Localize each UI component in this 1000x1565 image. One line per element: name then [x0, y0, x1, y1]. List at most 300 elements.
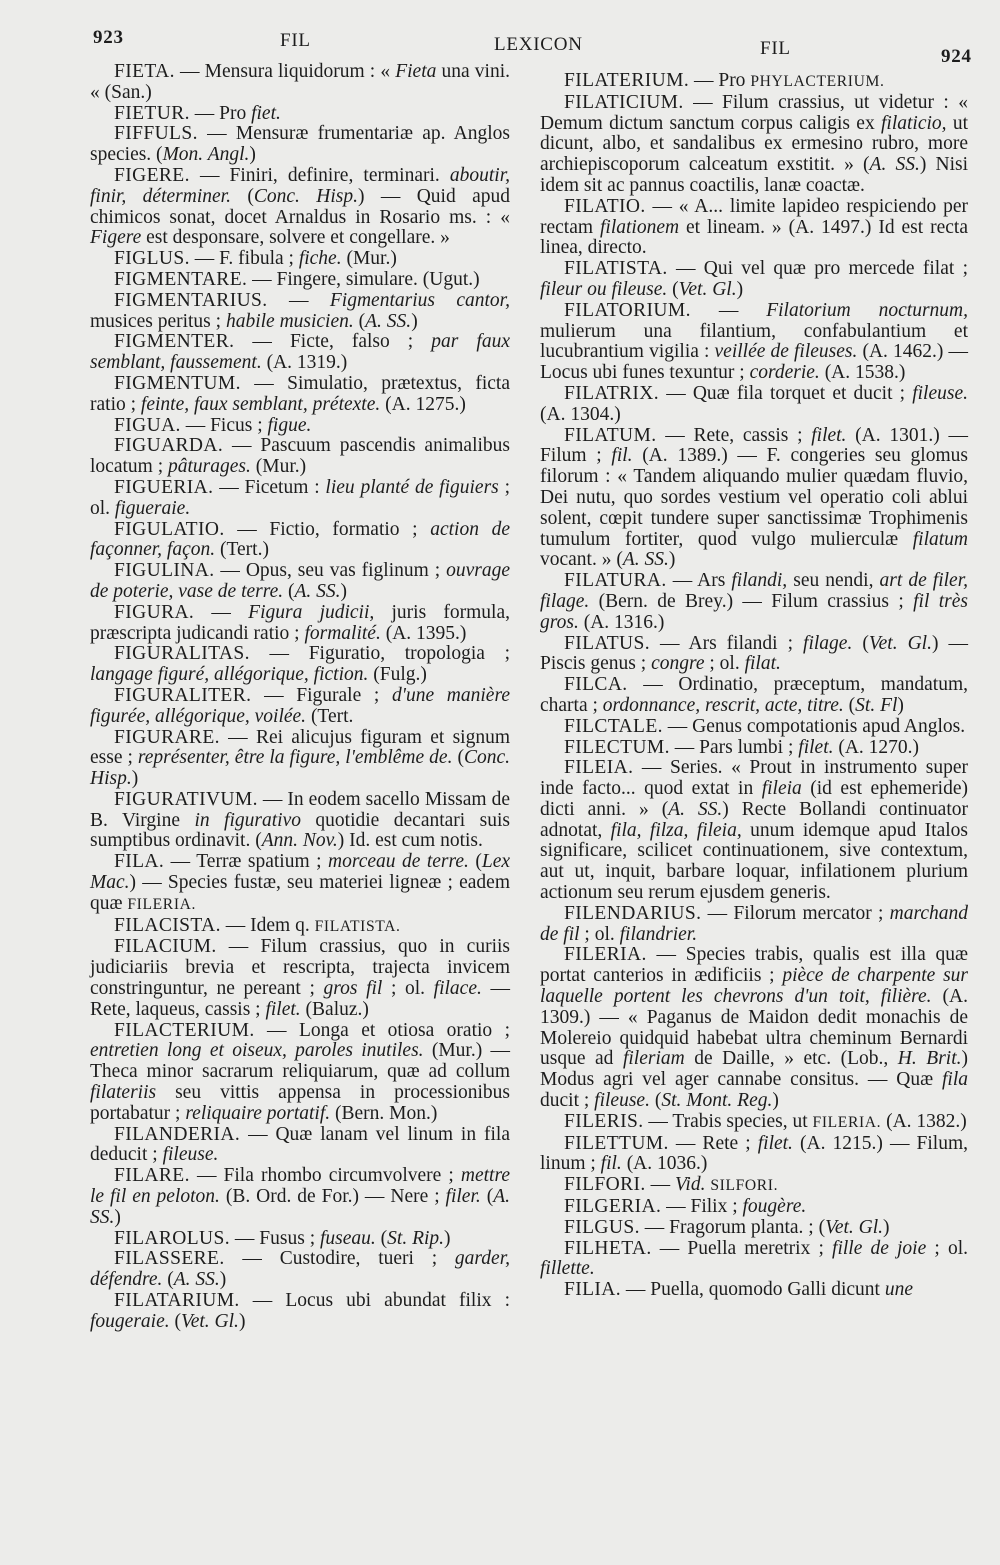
- entry-text: (A. 1382.): [881, 1110, 967, 1132]
- entry-text: ): [219, 1269, 227, 1291]
- entry-text: ut dicunt, albo, et sandalibus ex ermesino rubro, more archiepiscoporum calceatum exstitit. » (: [540, 112, 969, 176]
- headword: FILATARIUM.: [114, 1290, 240, 1312]
- running-head-left: FIL: [280, 30, 311, 51]
- entry-text: musices peritus ;: [90, 310, 226, 332]
- entry-text: (Mur.): [250, 456, 307, 478]
- entry-text: ): [238, 1310, 246, 1332]
- italic-text: H. Brit.: [897, 1048, 962, 1070]
- headword: FILATIO.: [564, 195, 646, 217]
- entry-text: — Figuratio, tropologia ;: [249, 643, 510, 665]
- italic-text: morceau de terre.: [328, 851, 469, 873]
- entry-text: (Tert.: [306, 705, 354, 727]
- entry-text: ): [897, 694, 904, 716]
- dictionary-entry: [90, 852, 510, 915]
- italic-text: A. SS.: [365, 310, 412, 332]
- entry-text: (A. 1301.) — Filum ;: [540, 424, 968, 467]
- italic-text: corderie.: [749, 362, 820, 384]
- entry-text: (A. 1319.): [261, 352, 348, 374]
- entry-text: — F. fibula ;: [189, 248, 299, 270]
- headword: FIGUA.: [114, 414, 181, 436]
- italic-text: fil.: [600, 1153, 622, 1175]
- entry-text: — Quæ lanam vel linum in fila deducit ;: [90, 1123, 510, 1166]
- italic-text: filaticio,: [881, 112, 947, 134]
- dictionary-entry: [90, 937, 510, 1020]
- dictionary-entry: [90, 436, 510, 478]
- italic-text: Conc. Hisp.: [253, 185, 358, 207]
- entry-text: — « A... limite lapideo respiciendo per rectam: [540, 195, 968, 238]
- dictionary-entry: [540, 738, 968, 759]
- entry-text: — Terræ spatium ;: [164, 851, 328, 873]
- dictionary-entry: [540, 717, 968, 738]
- dictionary-entry: [540, 675, 968, 717]
- entry-text: (: [452, 747, 464, 769]
- dictionary-entry: [540, 426, 968, 572]
- italic-text: A. SS.: [90, 1186, 510, 1228]
- italic-text: formalité.: [304, 622, 381, 644]
- italic-text: filatum: [912, 528, 968, 550]
- italic-text: filat.: [744, 653, 781, 675]
- headword: FILGUS.: [564, 1216, 640, 1238]
- entry-text: ): [131, 768, 139, 790]
- italic-text: fougère.: [742, 1196, 807, 1218]
- dictionary-entry: [540, 1280, 968, 1301]
- small-caps-text: FILERIA.: [127, 895, 197, 913]
- headword: FILANDERIA.: [114, 1123, 241, 1145]
- headword: FILCA.: [564, 674, 628, 696]
- entry-text: (A. 1316.): [578, 611, 665, 633]
- entry-text: (A. 1462.) — Locus ubi funes texuntur ;: [540, 341, 968, 384]
- entry-text: — In eodem sacello Missam de B. Virgine: [90, 788, 510, 831]
- headword: FILASSERE.: [114, 1248, 225, 1270]
- italic-text: fil.: [611, 445, 633, 467]
- dictionary-entry: [540, 1218, 968, 1239]
- italic-text: pièce de charpente sur laquelle portent les chevrons d'un toit, filière.: [540, 965, 968, 1008]
- italic-text: in figurativo: [194, 809, 301, 831]
- dictionary-entry: [90, 249, 510, 270]
- italic-text: congre: [651, 653, 705, 675]
- dictionary-entry: [540, 945, 968, 1111]
- italic-text: fileuse.: [162, 1144, 219, 1166]
- entry-text: (: [468, 851, 482, 873]
- entry-text: (A. 1395.): [380, 622, 467, 644]
- entry-text: — Series. « Prout in instrumento super inde facto... quod extat in: [540, 757, 968, 800]
- dictionary-entry: [90, 270, 510, 291]
- italic-text: fiche.: [298, 248, 342, 270]
- entry-text: — Qui vel quæ pro mercede filat ;: [667, 258, 968, 280]
- dictionary-entry: [540, 93, 968, 197]
- headword: FIGUARDA.: [114, 435, 224, 457]
- entry-text: — Ficus ;: [180, 414, 268, 436]
- entry-text: ) Modus agri vel ager cannabe consitus. — Quæ: [540, 1048, 968, 1091]
- headword: FIGMENTARE.: [114, 268, 248, 290]
- dictionary-entry: [90, 1249, 510, 1291]
- italic-text: filationem: [600, 216, 680, 238]
- italic-text: Mon. Angl.: [162, 144, 250, 166]
- entry-text: — Puella, quomodo Galli dicunt: [621, 1279, 885, 1301]
- entry-text: — Simulatio, prætextus, ficta ratio ;: [90, 372, 510, 415]
- entry-text: — Fusus ;: [230, 1227, 320, 1249]
- italic-text: fuseau.: [320, 1227, 376, 1249]
- headword: FILATUM.: [564, 424, 657, 446]
- small-caps-text: FILERIA.: [812, 1113, 882, 1131]
- italic-text: filage.: [803, 632, 853, 654]
- italic-text: A. SS.: [294, 580, 341, 602]
- entry-text: —: [267, 289, 330, 311]
- entry-text: ): [340, 580, 348, 602]
- entry-text: (A. 1215.) — Filum, linum ;: [540, 1132, 969, 1175]
- entry-text: (A. 1275.): [380, 393, 466, 415]
- headword: FILACISTA.: [114, 914, 221, 936]
- headword: FILACIUM.: [114, 936, 217, 958]
- entry-text: —: [645, 1174, 675, 1196]
- italic-text: fileia: [761, 778, 802, 800]
- dictionary-entry: [540, 197, 968, 259]
- headword: FILIA.: [564, 1279, 622, 1301]
- entry-text: ; ol.: [704, 653, 745, 675]
- headword: FILATRIX.: [564, 382, 660, 404]
- italic-text: fila, filza, fileia,: [610, 819, 742, 841]
- entry-text: ; ol.: [382, 978, 434, 1000]
- headword: FIGURATIVUM.: [114, 788, 258, 810]
- italic-text: filet.: [757, 1132, 793, 1154]
- italic-text: représenter, être la figure, l'emblême de.: [137, 747, 453, 769]
- entry-text: ): [772, 1090, 779, 1112]
- headword: FILATUS.: [564, 632, 651, 654]
- italic-text: art de filer, filage.: [540, 570, 969, 612]
- italic-text: filateriis: [90, 1082, 157, 1104]
- headword: FILENDARIUS.: [564, 902, 702, 924]
- italic-text: Lex Mac.: [90, 851, 511, 894]
- italic-text: filandi,: [731, 570, 788, 592]
- headword: FILECTUM.: [564, 736, 670, 758]
- italic-text: filet.: [811, 424, 847, 446]
- dictionary-entry: [90, 1021, 510, 1125]
- entry-text: ): [249, 144, 256, 166]
- dictionary-entry: [540, 71, 968, 93]
- headword: FIGURA.: [114, 601, 195, 623]
- dictionary-entry: [90, 603, 510, 645]
- entry-text: — Pro: [189, 102, 252, 124]
- italic-text: filer.: [445, 1186, 481, 1208]
- headword: FILATISTA.: [564, 258, 668, 280]
- italic-text: fougeraie.: [90, 1310, 170, 1332]
- italic-text: aboutir, finir, déterminer.: [90, 164, 510, 207]
- headword: FILCTALE.: [564, 715, 663, 737]
- italic-text: fille de joie: [832, 1237, 927, 1259]
- entry-text: de Daille, » etc. (Lob.,: [684, 1048, 898, 1070]
- dictionary-entry: [90, 916, 510, 938]
- dictionary-entry: [540, 1239, 968, 1281]
- headword: FIGURALITAS.: [114, 643, 250, 665]
- right-column: [540, 71, 968, 1301]
- italic-text: St. Mont. Reg.: [661, 1090, 773, 1112]
- dictionary-entry: [540, 301, 968, 384]
- entry-text: — Filix ;: [661, 1196, 743, 1218]
- headword: FILERIS.: [564, 1110, 644, 1132]
- headword: FILAROLUS.: [114, 1227, 231, 1249]
- italic-text: St. Rip.: [387, 1227, 445, 1249]
- italic-text: Vet. Gl.: [180, 1310, 239, 1332]
- headword: FIETA.: [114, 61, 175, 82]
- entry-text: ) Recte Bollandi continuator adnotat,: [540, 798, 968, 841]
- italic-text: reliquaire portatif.: [185, 1102, 331, 1124]
- dictionary-entry: [540, 1112, 968, 1134]
- italic-text: Conc. Hisp.: [90, 747, 510, 790]
- page-number-left: 923: [93, 27, 124, 48]
- italic-text: par faux semblant, faussement.: [90, 331, 510, 374]
- dictionary-entry: [90, 416, 510, 437]
- italic-text: pâturages.: [167, 456, 251, 478]
- italic-text: Figere: [90, 227, 142, 249]
- entry-text: (: [162, 1269, 174, 1291]
- headword: FIGMENTUM.: [114, 372, 241, 394]
- entry-text: — Genus compotationis apud Anglos.: [662, 715, 966, 737]
- italic-text: d'une manière figurée, allégorique, voilée.: [90, 684, 510, 727]
- italic-text: entretien long et oiseux, paroles inutiles.: [90, 1040, 424, 1062]
- entry-text: ) — Piscis genus ;: [540, 632, 969, 675]
- entry-text: — Finiri, definire, terminari.: [189, 164, 450, 186]
- entry-text: — Species trabis, qualis est illa quæ portat canterios in ædificiis ;: [540, 944, 968, 987]
- italic-text: feinte, faux semblant, prétexte.: [140, 393, 381, 415]
- entry-text: (: [649, 1090, 662, 1112]
- entry-text: juris formula, præscripta judicandi ratio ;: [90, 601, 511, 644]
- headword: FILA.: [114, 851, 165, 873]
- dictionary-entry: [90, 520, 510, 562]
- headword: FIGMENTARIUS.: [114, 289, 268, 311]
- entry-text: ) — Species fustæ, seu materiei ligneæ ; eadem quæ: [90, 872, 510, 914]
- entry-text: — Figurale ;: [251, 684, 393, 706]
- entry-text: (: [230, 185, 254, 207]
- entry-text: (A. 1036.): [621, 1153, 708, 1175]
- dictionary-entry: [540, 1197, 968, 1218]
- italic-text: Filatorium nocturnum,: [766, 299, 968, 321]
- entry-text: una vini. « (San.): [90, 61, 510, 103]
- entry-text: — Puella meretrix ;: [651, 1237, 833, 1259]
- entry-text: (: [843, 694, 856, 716]
- italic-text: A. SS.: [173, 1269, 220, 1291]
- italic-text: Vid.: [674, 1174, 706, 1196]
- entry-text: ; ol.: [90, 476, 510, 519]
- entry-text: (: [169, 1310, 181, 1332]
- entry-text: — Idem q.: [220, 914, 315, 936]
- italic-text: figue.: [267, 414, 312, 436]
- italic-text: fil très gros.: [540, 590, 968, 633]
- italic-text: marchand de fil: [540, 902, 968, 945]
- dictionary-entry: [540, 634, 968, 676]
- entry-text: ; ol.: [579, 923, 620, 945]
- dictionary-entry: [540, 1134, 968, 1176]
- dictionary-entry: [90, 1291, 510, 1333]
- italic-text: Figmentarius cantor,: [329, 289, 510, 311]
- small-caps-text: SILFORI.: [710, 1177, 779, 1195]
- italic-text: A. SS.: [869, 154, 920, 176]
- entry-text: — Pascuum pascendis animalibus locatum ;: [90, 435, 510, 478]
- entry-text: (Bern. Mon.): [330, 1102, 438, 1124]
- dictionary-entry: [90, 1166, 510, 1228]
- entry-text: (A. 1389.) — F. congeries seu glomus filorum : « Tandem aliquando mulier quædam fluvio, Dei nutu, quo sordes vestium vel operatio coli ablui solent, cœpit tundere super sanctissimæ Trophimenis tumulum fortiter, quod vulgo mulierculæ: [540, 445, 968, 550]
- entry-text: (Tert.): [215, 539, 269, 561]
- italic-text: Vet. Gl.: [868, 632, 932, 654]
- headword: FIFFULS.: [114, 123, 198, 145]
- entry-text: — Trabis species, ut: [643, 1110, 813, 1132]
- headword: FILFORI.: [564, 1174, 646, 1196]
- italic-text: action de façonner, façon.: [90, 518, 510, 561]
- entry-text: — Fictio, formatio ;: [224, 518, 431, 540]
- small-caps-text: PHYLACTERIUM.: [750, 73, 885, 90]
- dictionary-entry: [90, 644, 510, 686]
- italic-text: figueraie.: [114, 497, 191, 519]
- dictionary-entry: [90, 62, 510, 104]
- italic-text: filace.: [433, 978, 482, 1000]
- entry-text: vocant. » (: [540, 549, 623, 571]
- entry-text: — Rete, laqueus, cassis ;: [90, 978, 510, 1020]
- headword: FILERIA.: [564, 944, 647, 966]
- entry-text: (Mur.) — Theca minor sacrarum reliquiarum, quæ ad collum: [90, 1040, 510, 1083]
- entry-text: — Rete, cassis ;: [656, 424, 812, 446]
- entry-text: ): [883, 1216, 890, 1238]
- italic-text: Fieta: [395, 61, 437, 82]
- entry-text: — Filum crassius, quo in curiis judiciariis brevia et rescripta, trajecta invicem constringuntur, ne pereant ;: [90, 936, 510, 1000]
- headword: FILHETA.: [564, 1237, 652, 1259]
- italic-text: gros fil: [323, 978, 383, 1000]
- italic-text: fila: [941, 1069, 968, 1091]
- entry-text: — Mensura liquidorum : «: [174, 61, 396, 82]
- italic-text: mettre le fil en peloton.: [90, 1165, 510, 1208]
- entry-text: — Rei alicujus figuram et signum esse ;: [90, 726, 510, 769]
- entry-text: seu vittis appensa in processionibus portabatur ;: [90, 1082, 510, 1124]
- dictionary-entry: [90, 686, 510, 728]
- entry-text: mulierum una filantium, confabulantium et lucubrantium vigilia :: [540, 320, 968, 363]
- entry-text: — Locus ubi abundat filix :: [239, 1290, 510, 1312]
- headword: FILATERIUM.: [564, 70, 690, 91]
- entry-text: ): [114, 1206, 121, 1228]
- dictionary-entry: [540, 1175, 968, 1197]
- italic-text: langage figuré, allégorique, fiction.: [90, 664, 369, 686]
- entry-text: (B. Ord. de For.) — Nere ;: [219, 1186, 446, 1208]
- entry-text: —: [194, 601, 249, 623]
- entry-text: — Fingere, simulare. (Ugut.): [247, 268, 480, 290]
- entry-text: (id est ephemeride) dicti anni. » (: [540, 778, 969, 820]
- dictionary-entry: [90, 374, 510, 416]
- entry-text: — Fragorum planta. ; (: [639, 1216, 826, 1238]
- italic-text: fileriam: [622, 1048, 685, 1070]
- entry-text: —: [690, 299, 767, 321]
- headword: FIGERE.: [114, 164, 190, 186]
- entry-text: (A. 1304.): [540, 403, 621, 425]
- dictionary-entry: [90, 1125, 510, 1167]
- headword: FIGURARE.: [114, 726, 220, 748]
- page-number-right: 924: [941, 46, 972, 67]
- entry-text: ) Nisi idem sit ac pannus coactilis, lanæ coactæ.: [540, 154, 968, 196]
- entry-text: — Rete ;: [668, 1132, 758, 1154]
- left-column: [90, 62, 510, 1333]
- entry-text: ; ol.: [926, 1237, 968, 1259]
- entry-text: — Mensuræ frumentariæ ap. Anglos species. (: [90, 123, 510, 166]
- small-caps-text: FILATISTA.: [314, 917, 401, 935]
- italic-text: filandrier.: [619, 923, 698, 945]
- entry-text: — Ordinatio, præceptum, mandatum, charta ;: [540, 674, 968, 716]
- entry-text: (Bern. de Brey.) — Filum crassius ;: [589, 590, 914, 612]
- italic-text: A. SS.: [622, 549, 669, 571]
- headword: FILATORIUM.: [564, 299, 691, 321]
- italic-text: filet.: [798, 736, 834, 758]
- entry-text: — Quæ fila torquet et ducit ;: [659, 382, 913, 404]
- headword: FIETUR.: [114, 102, 190, 124]
- dictionary-entry: [90, 728, 510, 790]
- entry-text: (Fulg.): [368, 664, 427, 686]
- entry-text: ) — Quid apud chimicos sonat, docet Arnaldus in Rosario ms. : «: [90, 185, 510, 228]
- entry-text: (A. 1270.): [833, 736, 920, 758]
- italic-text: A. SS.: [668, 798, 723, 820]
- headword: FIGULINA.: [114, 560, 215, 582]
- entry-text: (: [480, 1186, 494, 1208]
- entry-text: unum idemque apud Italos significare, scilicet continuationem, sive contextum, aut ut, inquit, barbare loquar, infilationem plurium actionum seu rerum ejusdem generis.: [540, 819, 968, 904]
- entry-text: — Ficte, falso ;: [234, 331, 432, 353]
- italic-text: Figura judicii,: [248, 601, 375, 623]
- italic-text: Vet. Gl.: [825, 1216, 884, 1238]
- entry-text: ): [736, 278, 744, 300]
- entry-text: — Ars filandi ;: [650, 632, 804, 654]
- dictionary-entry: [540, 904, 968, 946]
- dictionary-entry: [540, 571, 968, 633]
- entry-text: — Opus, seu vas figlinum ;: [214, 560, 447, 582]
- dictionary-entry: [90, 561, 510, 603]
- headword: FILACTERIUM.: [114, 1019, 255, 1041]
- entry-text: — Fila rhombo circumvolvere ;: [189, 1165, 461, 1187]
- entry-text: ): [668, 549, 676, 571]
- entry-text: seu nendi,: [787, 570, 880, 592]
- page-title: LEXICON: [494, 34, 583, 55]
- italic-text: St. Fl: [855, 694, 898, 716]
- entry-text: (Mur.): [341, 248, 397, 270]
- dictionary-entry: [90, 478, 510, 520]
- italic-text: fileur ou fileuse.: [540, 278, 668, 300]
- headword: FIGLUS.: [114, 248, 190, 270]
- italic-text: habile musicien.: [225, 310, 354, 332]
- headword: FILARE.: [114, 1165, 190, 1187]
- italic-text: fiet.: [251, 102, 281, 124]
- headword: FIGUERIA.: [114, 476, 214, 498]
- dictionary-entry: [90, 124, 510, 166]
- headword: FILATICIUM.: [564, 91, 684, 113]
- entry-text: est desponsare, solvere et congellare. »: [141, 227, 450, 249]
- headword: FILEIA.: [564, 757, 634, 779]
- entry-text: — Ars: [666, 570, 732, 592]
- dictionary-entry: [540, 384, 968, 426]
- italic-text: lieu planté de figuiers: [325, 476, 499, 498]
- entry-text: (: [667, 278, 679, 300]
- dictionary-entry: [90, 332, 510, 374]
- headword: FIGULATIO.: [114, 518, 225, 540]
- entry-text: quotidie decantari suis sumptibus ordinavit. (: [90, 809, 510, 852]
- dictionary-entry: [90, 291, 510, 333]
- dictionary-entry: [90, 790, 510, 852]
- entry-text: (Baluz.): [300, 998, 369, 1020]
- headword: FILGERIA.: [564, 1196, 662, 1218]
- italic-text: Ann. Nov.: [261, 830, 338, 852]
- entry-text: ): [444, 1227, 451, 1249]
- italic-text: fillette.: [540, 1258, 595, 1280]
- headword: FIGURALITER.: [114, 684, 252, 706]
- entry-text: (: [283, 580, 295, 602]
- italic-text: fileuse.: [912, 382, 968, 404]
- dictionary-entry: [540, 758, 968, 904]
- entry-text: ) Id. est cum notis.: [337, 830, 483, 852]
- italic-text: fileuse.: [594, 1090, 650, 1112]
- entry-text: (: [852, 632, 869, 654]
- headword: FILETTUM.: [564, 1132, 669, 1154]
- italic-text: filet.: [265, 998, 301, 1020]
